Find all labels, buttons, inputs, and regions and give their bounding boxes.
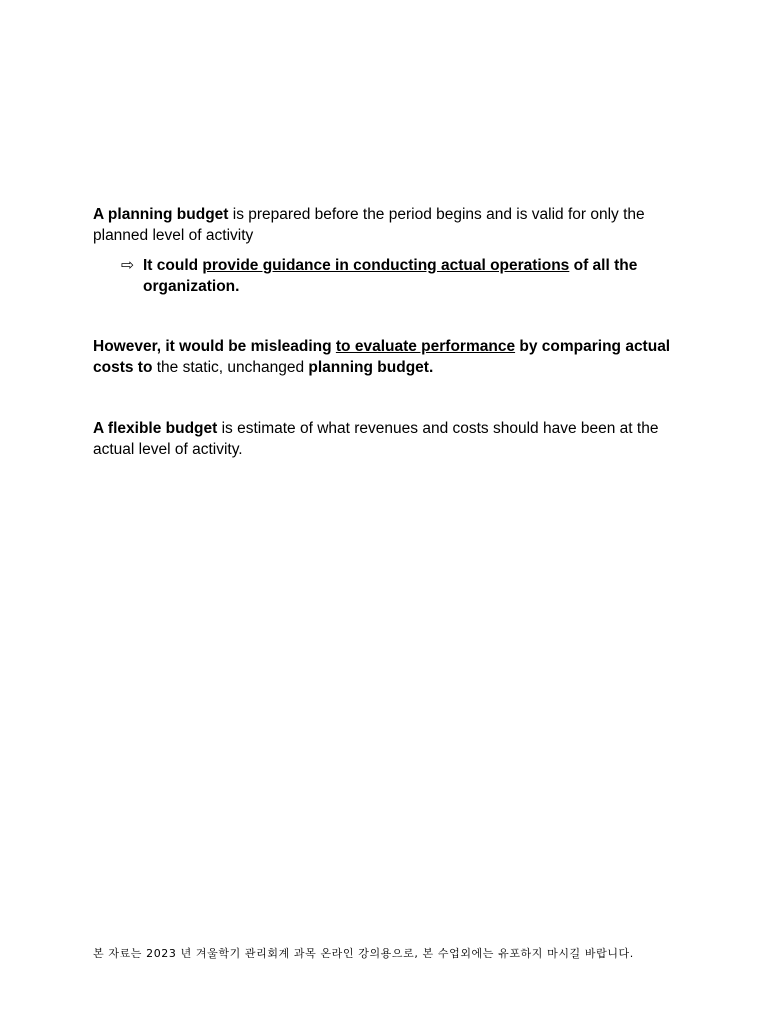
paragraph2-end: planning budget. xyxy=(308,359,434,376)
right-arrow-icon: ⇨ xyxy=(121,257,134,274)
guidance-bullet xyxy=(121,255,661,297)
bullet-text xyxy=(143,255,661,297)
misleading-comparison-paragraph xyxy=(93,336,673,378)
planning-budget-term: A planning budget xyxy=(93,206,229,223)
copyright-footer: 본 자료는 2023 년 겨울학기 관리회계 과목 온라인 강의용으로, 본 수업외에는 유포하지 마시길 바랍니다. xyxy=(93,947,634,960)
flexible-budget-definition: is estimate of what revenues and costs should have been at the actual level of activity. xyxy=(93,420,659,458)
paragraph2-plain: the static, unchanged xyxy=(152,359,309,376)
flexible-budget-paragraph xyxy=(93,418,673,460)
paragraph2-underlined-phrase: to evaluate performance xyxy=(335,338,516,355)
bullet-underlined-phrase: provide guidance in conducting actual operations xyxy=(202,257,570,274)
flexible-budget-term: A flexible budget xyxy=(93,420,218,437)
paragraph2-lead: However, it would be misleading xyxy=(93,338,336,355)
bullet-prefix: It could xyxy=(143,257,203,274)
planning-budget-paragraph xyxy=(93,204,673,246)
paragraph2-middle: by comparing actual costs to xyxy=(93,338,671,376)
planning-budget-definition: is prepared before the period begins and is valid for only the planned level of activity xyxy=(93,206,645,244)
bullet-suffix: of all the organization. xyxy=(143,257,638,295)
